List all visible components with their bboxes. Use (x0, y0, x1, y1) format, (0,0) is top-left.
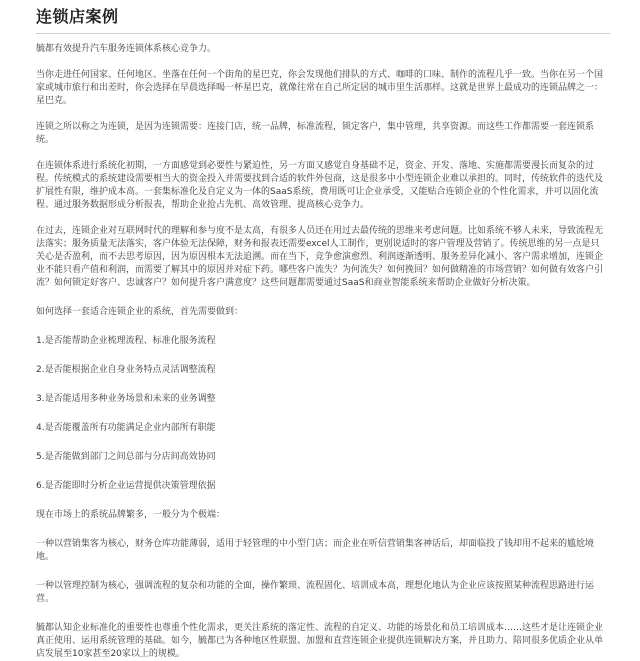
internet-era-paragraph: 在过去，连锁企业对互联网时代的理解和参与度不是太高，有很多人员还在用过去最传统的思维来考虑问题。比如系统不够人未来，导致流程无法落实；服务质量无法落实，客户体验无法保障，财务和报表还需要excel人工制作，更别说适时的客户管理及营销了。传统思维的另一点是只关心是否盈利，而不去思考原因，因为原因根本无法追溯。而在当下，竞争愈演愈烈、利润逐渐透明、服务差异化减小、客户需求增加，连锁企业不能只看产值和利润，而需要了解其中的原因并对症下药。哪些客户流失？为何流失？如何挽回？如何做精准的市场营销？如何做有效客户引流？如何锁定好客户、忠诚客户？如何提升客户满意度？这些问题都需要通过SaaS和商业智能系统来帮助企业做好分析决策。 (36, 226, 604, 288)
criteria-item-3: 3.是否能适用多种业务场景和未来的业务调整 (36, 394, 216, 404)
page-title: 连锁店案例 (36, 7, 119, 26)
marketing-extreme-paragraph: 一种以营销集客为核心，财务仓库功能薄弱，适用于轻管理的中小型门店；而企业在听信营销集客神话后，却面临投了钱却用不起来的尴尬境地。 (36, 539, 595, 562)
management-extreme-paragraph: 一种以管理控制为核心，强调流程的复杂和功能的全面，操作繁琐、流程固化、培训成本高，理想化地认为企业应该按照某种流程思路进行运营。 (36, 581, 595, 604)
starbucks-paragraph: 当你走进任何国家、任何地区、坐落在任何一个街角的星巴克，你会发现他们排队的方式、咖啡的口味、制作的流程几乎一致。当你在另一个国家或城市旅行和出差时，你会选择在早晨选择喝一杯星巴克，就像往常在自己所定居的城市里生活那样。这就是世界上最成功的连锁品牌之一：星巴克。 (36, 70, 604, 106)
conclusion-paragraph: 毓都认知企业标准化的重要性也尊重个性化需求，更关注系统的落定性、流程的自定义、功能的场景化和员工培训成本……这些才是让连锁企业真正使用、运用系统管理的基础。如今，毓都已为各种地区性联盟、加盟和直营连锁企业提供连锁解决方案，并且助力、陪同很多优质企业从单店发展至10家甚至20家以上的规模。 (36, 623, 604, 659)
market-extremes-paragraph: 现在市场上的系统品牌繁多，一般分为个极端： (36, 510, 226, 520)
intro-paragraph: 毓都有效提升汽车服务连锁体系核心竞争力。 (36, 44, 217, 54)
criteria-item-1: 1.是否能帮助企业梳理流程、标准化服务流程 (36, 336, 216, 346)
criteria-item-2: 2.是否能根据企业自身业务特点灵活调整流程 (36, 365, 216, 375)
criteria-item-4: 4.是否能覆盖所有功能满足企业内部所有职能 (36, 423, 216, 433)
saas-paragraph: 在连锁体系进行系统化初期，一方面感觉到必要性与紧迫性，另一方面又感觉自身基础不足，资金、开发、落地、实施都需要漫长而复杂的过程。传统模式的系统建设需要相当大的资金投入并需要找到合适的软件外包商，这是很多中小型连锁企业难以承担的。同时，传统软件的迭代及扩展性有限，维护成本高。一套集标准化及自定义为一体的SaaS系统，费用既可让企业承受，又能贴合连锁企业的个性化需求，并可以固化流程、通过服务数据形成分析报表，帮助企业抢占先机、高效管理、提高核心竞争力。 (36, 161, 604, 210)
criteria-item-6: 6.是否能即时分析企业运营提供决策管理依据 (36, 481, 216, 491)
chain-definition-paragraph: 连锁之所以称之为连锁，是因为连锁需要：连接门店，统一品牌，标准流程，锁定客户，集中管理，共享资源。而这些工作都需要一套连锁系统。 (36, 122, 595, 145)
article-body (36, 34, 610, 661)
title-bar (36, 0, 610, 34)
selection-criteria-heading: 如何选择一套适合连锁企业的系统，首先需要做到： (36, 307, 244, 317)
criteria-item-5: 5.是否能做到部门之间总部与分店间高效协同 (36, 452, 216, 462)
